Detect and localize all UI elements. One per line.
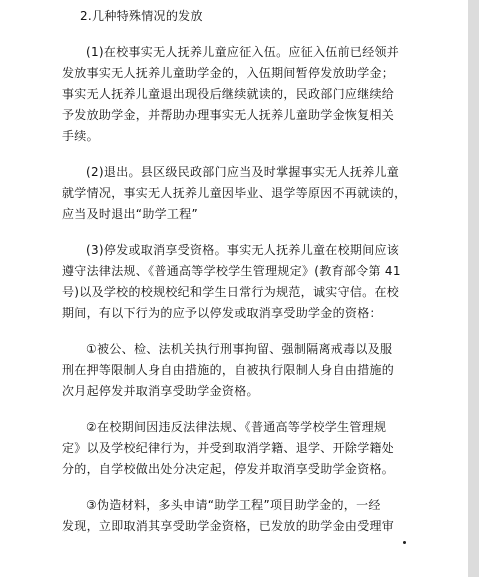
paragraph-item-1 xyxy=(62,339,422,402)
paragraph-line: (3)停发或取消享受资格。事实无人抚养儿童在校期间应该 xyxy=(86,243,400,257)
document-body xyxy=(62,6,422,537)
paragraph-line: 发放事实无人抚养儿童助学金的，入伍期间暂停发放助学金； xyxy=(62,66,395,80)
paragraph-line: (1)在校事实无人抚养儿童应征入伍。应征入伍前已经领并 xyxy=(86,45,400,59)
paragraph-line: 予发放助学金，并帮助办理事实无人抚养儿童助学金恢复相关 xyxy=(62,108,395,122)
paragraph-line: 号)以及学校的校规校纪和学生日常行为规范，诚实守信。在校 xyxy=(62,285,400,299)
page-mark xyxy=(403,541,406,544)
paragraph-item-2 xyxy=(62,417,422,480)
paragraph-line: 刑在押等限制人身自由措施的，自被执行限制人身自由措施的 xyxy=(62,363,395,377)
section-heading: 2.几种特殊情况的发放 xyxy=(80,9,203,23)
paragraph-enlistment xyxy=(62,42,422,147)
paragraph-line: 事实无人抚养儿童退出现役后继续就读的，民政部门应继续给 xyxy=(62,87,395,101)
page-edge-shadow xyxy=(468,0,479,577)
paragraph-line: ①被公、检、法机关执行刑事拘留、强制隔离戒毒以及服 xyxy=(86,342,393,356)
paragraph-line: 期间，有以下行为的应予以停发或取消享受助学金的资格： xyxy=(62,306,382,320)
paragraph-suspension xyxy=(62,240,422,324)
paragraph-line: 次月起停发并取消享受助学金资格。 xyxy=(62,384,259,398)
paragraph-line: 应当及时退出“助学工程” xyxy=(62,207,199,221)
paragraph-line: 发现，立即取消其享受助学金资格，已发放的助学金由受理审 xyxy=(62,519,395,533)
paragraph-item-3 xyxy=(62,495,422,537)
paragraph-line: 手续。 xyxy=(62,129,99,143)
paragraph-line: 遵守法律法规、《普通高等学校学生管理规定》(教育部令第 41 xyxy=(62,264,401,278)
paragraph-line: 定》以及学校纪律行为，并受到取消学籍、退学、开除学籍处 xyxy=(62,441,395,455)
paragraph-line: 分的，自学校做出处分决定起，停发并取消享受助学金资格。 xyxy=(62,462,395,476)
paragraph-line: ②在校期间因违反法律法规、《普通高等学校学生管理规 xyxy=(86,420,387,434)
paragraph-exit xyxy=(62,162,422,225)
paragraph-line: 就学情况，事实无人抚养儿童因毕业、退学等原因不再就读的， xyxy=(62,186,407,200)
paragraph-line: ③伪造材料，多头申请“助学工程”项目助学金的，一经 xyxy=(86,498,381,512)
paragraph-line: (2)退出。县区级民政部门应当及时掌握事实无人抚养儿童 xyxy=(86,165,400,179)
